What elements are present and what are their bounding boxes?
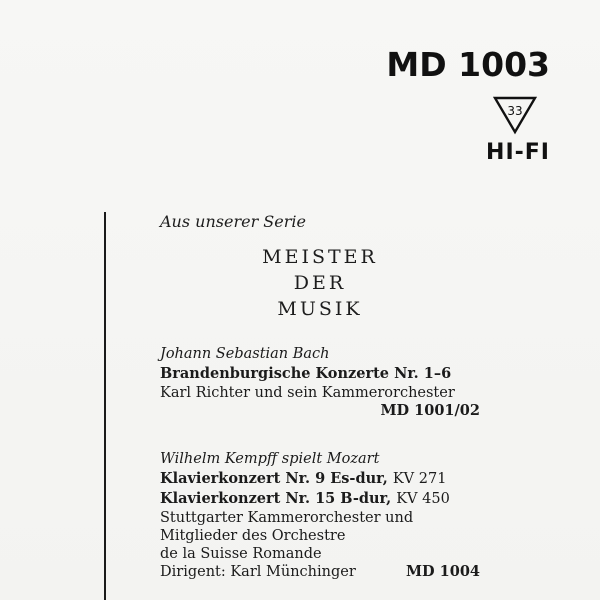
- entry-conductor-line: [160, 563, 480, 581]
- series-title-line: MUSIK: [277, 298, 363, 320]
- work-title: Klavierkonzert Nr. 15 B-dur,: [160, 490, 392, 507]
- speed-badge-icon: [492, 95, 538, 135]
- series-title-line: MEISTER: [262, 246, 378, 268]
- entry-performer: Mitglieder des Orchestre: [160, 528, 346, 544]
- speed-value: 33: [507, 104, 523, 118]
- work-kv-number: KV 450: [396, 491, 450, 507]
- entry-work: [160, 364, 480, 384]
- entry-work: [160, 469, 480, 489]
- vertical-rule: [104, 212, 106, 600]
- entry-artist: Johann Sebastian Bach: [160, 346, 330, 362]
- entry-artist: Wilhelm Kempff spielt Mozart: [160, 451, 380, 467]
- entry-performer: de la Suisse Romande: [160, 546, 322, 562]
- entry-code-line: [160, 402, 480, 420]
- series-title-line: DER: [293, 272, 347, 294]
- series-title: [230, 244, 410, 322]
- series-intro: Aus unserer Serie: [160, 212, 306, 231]
- record-entry: [160, 344, 480, 420]
- record-entry: [160, 449, 480, 581]
- entry-catalog-code: MD 1004: [405, 563, 480, 580]
- entry-work: [160, 489, 480, 509]
- speed-triangle-icon: [492, 95, 538, 135]
- work-title: Brandenburgische Konzerte Nr. 1–6: [160, 365, 452, 382]
- entry-conductor: Dirigent: Karl Münchinger: [160, 564, 356, 580]
- work-title: Klavierkonzert Nr. 9 Es-dur,: [160, 470, 388, 487]
- entry-performer: Stuttgarter Kammerorchester und: [160, 510, 414, 526]
- catalog-number: MD 1003: [386, 45, 550, 84]
- entry-performer: Karl Richter und sein Kammerorchester: [160, 385, 455, 401]
- work-kv-number: KV 271: [392, 471, 447, 487]
- format-label: HI-FI: [486, 140, 550, 165]
- entry-catalog-code: MD 1001/02: [380, 402, 480, 419]
